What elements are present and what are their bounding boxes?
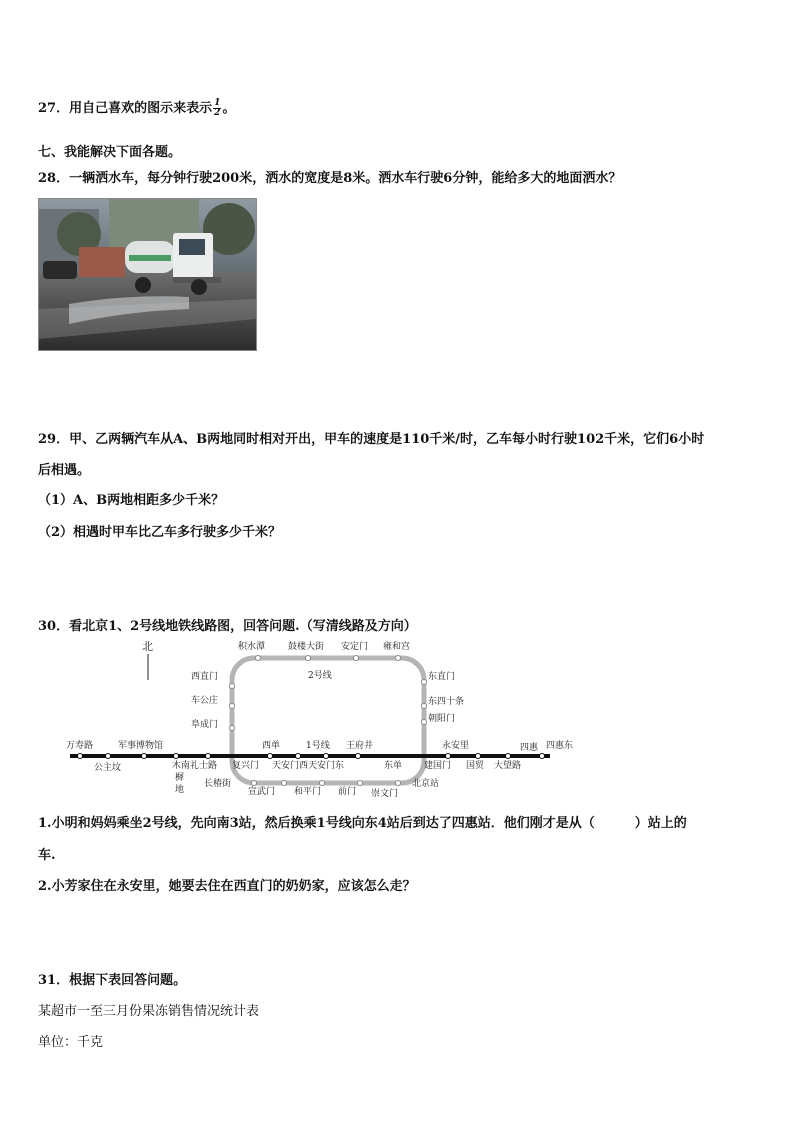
station-dongzhimen: 东直门 [428,672,456,682]
station-jishuitan: 积水潭 [238,642,266,652]
station-xuanwumen: 宣武门 [248,787,276,797]
q27-text [38,97,235,118]
fraction-denominator: 2 [214,108,221,118]
station-dawanglu: 大望路 [494,761,522,771]
q29-sub1: （1）A、B两地相距多少千米？ [38,493,225,508]
q27-prompt: 27．用自己喜欢的图示来表示 [38,101,213,116]
station-changchunjie: 长椿街 [204,779,232,789]
line-1-label: 1号线 [306,741,330,751]
station-fuchengmen: 阜成门 [191,720,219,730]
station-muxidi-char-b: 地 [175,785,185,795]
station-jianguomen: 建国门 [424,761,452,771]
station-fuxingmen: 复兴门 [232,761,260,771]
q30-sub1-text-b: ）站上的 [634,816,687,831]
section-7-title: 七、我能解决下面各题。 [38,145,182,160]
q28-text: 28．一辆洒水车，每分钟行驶200米，洒水的宽度是8米。洒水车行驶6分钟，能给多大的地面洒水？ [38,171,622,186]
fraction-numerator: 1 [214,98,221,108]
q27-tail: 。 [222,101,236,116]
station-dongdan: 东单 [384,761,403,771]
station-sihuidong: 四惠东 [546,741,574,751]
station-beijingzhan: 北京站 [412,779,440,789]
q29-sub2: （2）相遇时甲车比乙车多行驶多少千米？ [38,525,282,540]
station-gongzhufen: 公主坟 [94,763,122,773]
station-xizhimen: 西直门 [191,672,219,682]
station-wanshoulu: 万寿路 [66,741,94,751]
q29-line2: 后相遇。 [38,463,91,478]
station-tiananmendong: 天安门东 [308,761,345,771]
station-qianmen: 前门 [338,787,357,797]
station-yonghegong: 雍和宫 [383,642,411,652]
station-wangfujing: 王府井 [346,741,374,751]
station-dongsishitiao: 东四十条 [428,697,465,707]
sprinkler-truck-photo [38,198,257,351]
station-gulou: 鼓楼大街 [288,642,325,652]
fraction [213,99,221,118]
q31-title: 31．根据下表回答问题。 [38,973,187,988]
station-chegongzhuang: 车公庄 [191,696,219,706]
station-xidan: 西单 [262,741,281,751]
station-guomao: 国贸 [466,761,485,771]
station-muxidi-char-a: 樨 [175,773,185,783]
q29-line1: 29．甲、乙两辆汽车从A、B两地同时相对开出，甲车的速度是110千米/时，乙车每小时行驶102千米，它们6小时 [38,432,705,447]
q30-title: 30．看北京1、2号线地铁线路图，回答问题.（写清线路及方向） [38,619,417,634]
q30-sub1 [38,812,687,831]
q30-sub1-cont: 车. [38,848,56,863]
station-junshi: 军事博物馆 [118,741,164,751]
north-label: 北 [142,640,153,653]
q30-sub2: 2.小芳家住在永安里，她要去住在西直门的奶奶家，应该怎么走？ [38,879,416,894]
station-chongwenmen: 崇文门 [371,789,399,799]
q30-sub1-text-a: 1.小明和妈妈乘坐2号线，先向南3站，然后换乘1号线向东4站后到达了四惠站．他们刚才是从（ [38,816,595,831]
q31-unit: 单位：千克 [38,1035,104,1050]
q31-table-title: 某超市一至三月份果冻销售情况统计表 [38,1004,260,1019]
station-yonganli: 永安里 [442,741,470,751]
station-andingmen: 安定门 [341,642,369,652]
subway-map [58,636,598,806]
line-2-label: 2号线 [308,671,332,681]
station-sihui: 四惠 [520,743,539,753]
station-hepingmen: 和平门 [294,787,322,797]
station-chaoyangmen: 朝阳门 [428,714,456,724]
station-tiananmenxi: 天安门西 [272,761,309,771]
station-muxidi: 木南礼士路 [172,761,218,771]
